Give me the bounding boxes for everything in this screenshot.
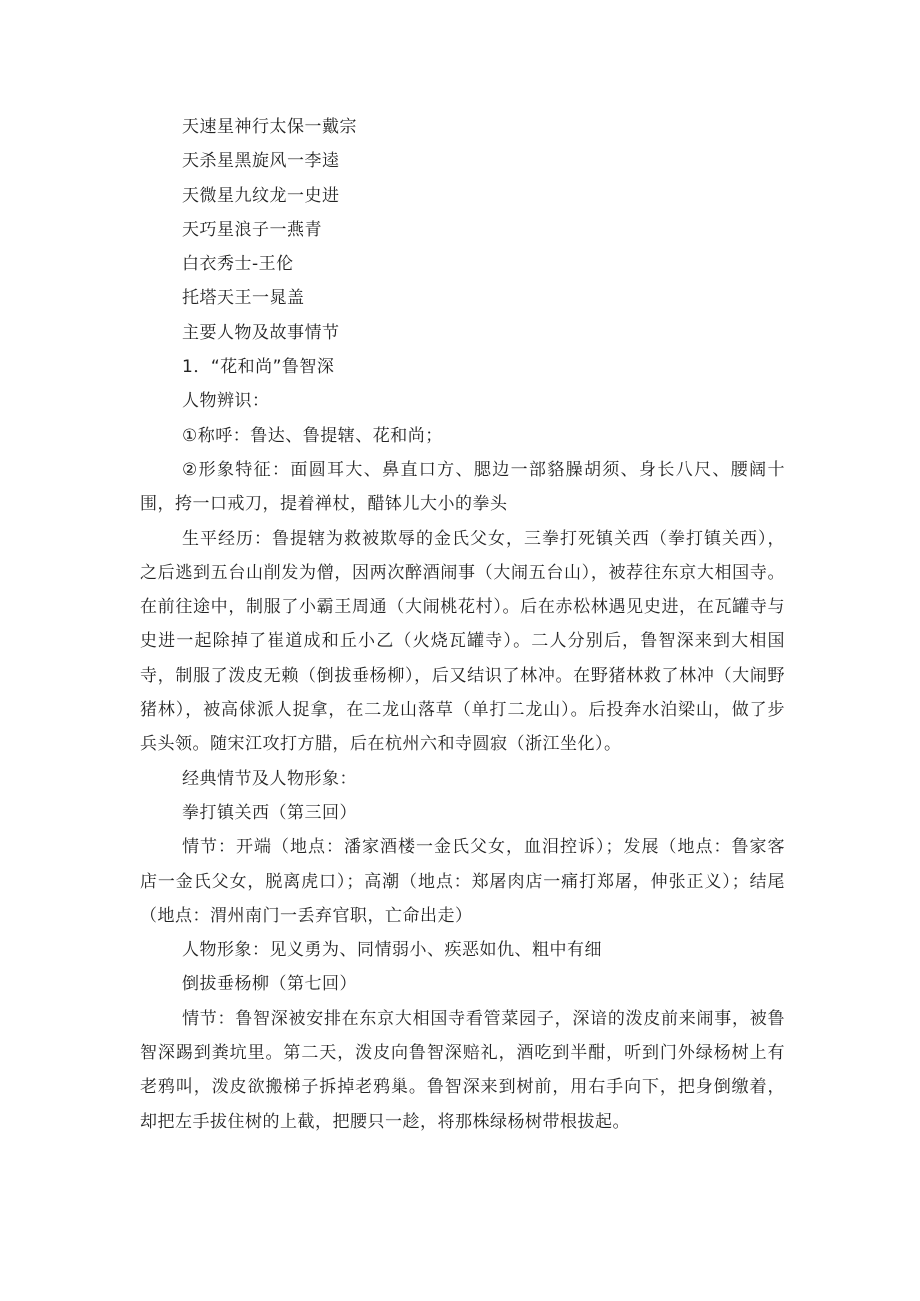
paragraph-character-traits: 人物形象：见义勇为、同情弱小、疾恶如仇、粗中有细 — [182, 940, 602, 961]
paragraph-appearance: ②形象特征：面圆耳大、鼻直口方、腮边一部貉臊胡须、身长八尺、腰阔十围，挎一口戒刀，提着禅杖，醋钵儿大小的拳头 — [140, 459, 785, 515]
document-body — [140, 110, 785, 1139]
subheading-chapter-seven: 倒拔垂杨柳（第七回） — [182, 974, 357, 995]
paragraph-shi-jin: 天微星九纹龙一史进 — [182, 185, 340, 206]
paragraph-yan-qing: 天巧星浪子一燕青 — [182, 219, 322, 240]
subheading-classic-plots: 经典情节及人物形象： — [182, 768, 357, 789]
paragraph-li-kui: 天杀星黑旋风一李逵 — [182, 151, 340, 172]
section-heading-lu-zhishen: 1．“花和尚”鲁智深 — [182, 357, 335, 378]
paragraph-titles: ①称呼：鲁达、鲁提辖、花和尚； — [182, 425, 443, 446]
paragraph-plot-chapter-seven: 情节：鲁智深被安排在东京大相国寺看管菜园子，深谙的泼皮前来闹事，被鲁智深踢到粪坑里。第二天，泼皮向鲁智深赔礼，酒吃到半酣，听到门外绿杨树上有老鸦叫，泼皮欲搬梯子拆掉老鸦巢。鲁智深来到树前，用右手向下，把身倒缴着，却把左手拔住树的上截，把腰只一趁，将那株绿杨树带根拔起。 — [140, 1008, 785, 1132]
subheading-chapter-three: 拳打镇关西（第三回） — [182, 802, 357, 823]
paragraph-wang-lun: 白衣秀士-王伦 — [182, 254, 294, 275]
section-heading-main-characters: 主要人物及故事情节 — [182, 322, 340, 343]
paragraph-chao-gai: 托塔天王一晁盖 — [182, 288, 305, 309]
paragraph-plot-chapter-three: 情节：开端（地点：潘家酒楼一金氏父女，血泪控诉）；发展（地点：鲁家客店一金氏父女，脱离虎口）；高潮（地点：郑屠肉店一痛打郑屠，伸张正义）；结尾（地点：渭州南门一丢弃官职，亡命出走） — [140, 837, 785, 926]
subheading-character-identification: 人物辨识： — [182, 391, 270, 412]
paragraph-dai-zong: 天速星神行太保一戴宗 — [182, 117, 357, 137]
paragraph-life-story: 生平经历：鲁提辖为救被欺辱的金氏父女，三拳打死镇关西（拳打镇关西），之后逃到五台山削发为僧，因两次醉酒闹事（大闹五台山），被荐往东京大相国寺。在前往途中，制服了小霸王周通（大闹桃花村）。后在赤松林遇见史进，在瓦罐寺与史进一起除掉了崔道成和丘小乙（火烧瓦罐寺）。二人分别后，鲁智深来到大相国寺，制服了泼皮无赖（倒拔垂杨柳），后又结识了林冲。在野猪林救了林冲（大闹野猪林），被高俅派人捉拿，在二龙山落草（单打二龙山）。后投奔水泊梁山，做了步兵头领。随宋江攻打方腊，后在杭州六和寺圆寂（浙江坐化）。 — [140, 528, 785, 755]
